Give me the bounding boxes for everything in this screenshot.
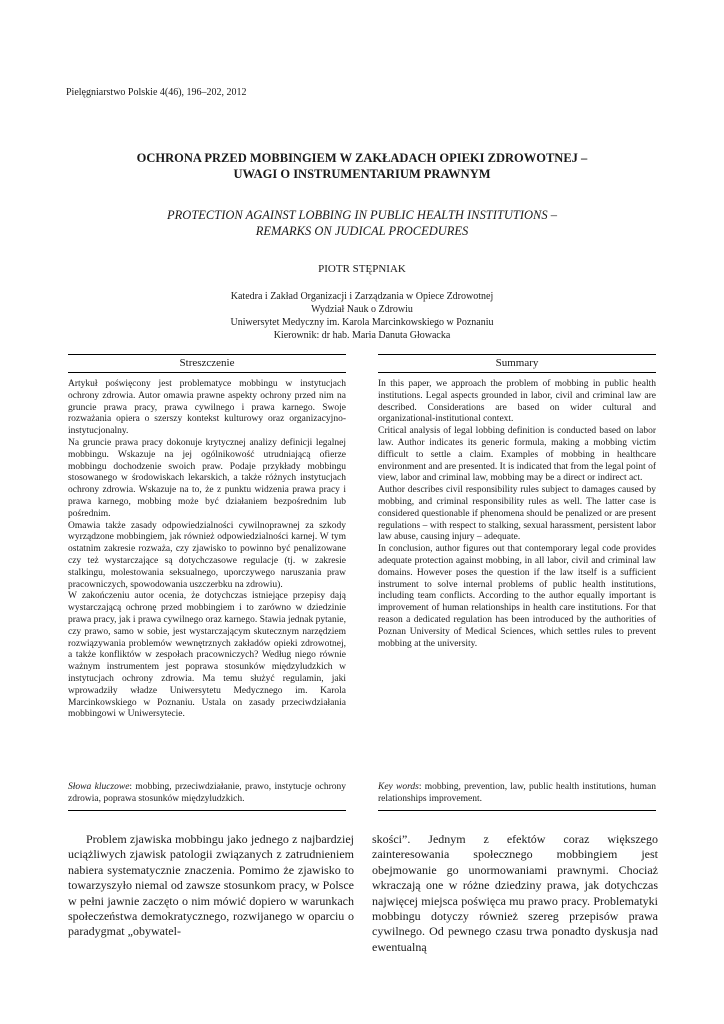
abstract-polish bbox=[68, 379, 346, 721]
title-polish-line-1: OCHRONA PRZED MOBBINGIEM W ZAKŁADACH OPIEKI ZDROWOTNEJ – bbox=[136, 151, 588, 165]
abstract-polish-heading: Streszczenie bbox=[68, 354, 346, 373]
affiliation bbox=[0, 290, 724, 342]
title-english-line-2: REMARKS ON JUDICAL PROCEDURES bbox=[255, 224, 469, 238]
abstract-english bbox=[378, 379, 656, 650]
title-polish-line-2: UWAGI O INSTRUMENTARIUM PRAWNYM bbox=[233, 167, 491, 181]
keywords-polish-label: Słowa kluczowe bbox=[68, 782, 130, 792]
journal-citation: Pielęgniarstwo Polskie 4(46), 196–202, 2012 bbox=[66, 87, 247, 98]
abstract-english-heading: Summary bbox=[378, 354, 656, 373]
abstract-polish-divider bbox=[68, 810, 346, 811]
keywords-polish bbox=[68, 781, 346, 805]
body-column-right bbox=[372, 832, 658, 955]
keywords-english bbox=[378, 781, 656, 805]
body-column-left bbox=[68, 832, 354, 940]
abstract-english-paragraph: Critical analysis of legal lobbing definition is conducted based on labor law. Author indicates its generic formula, making a mobbing victim difficult to settle a claim. Examples of mobbing in healthcare environment and are presented. It is indicated that from the legal point of view, labor and criminal law, mobbing may be a direct or indirect act. bbox=[378, 426, 656, 484]
abstract-polish-paragraph: Omawia także zasady odpowiedzialności cywilnoprawnej za szkody wyrządzone mobbingiem, jak również odpowiedzialności karnej. W tym ostatnim zakresie rozważa, czy zjawisko to powinno być penalizowane czy też wystarczające są dotychczasowe regulacje (tj. w zakresie stalkingu, molestowania seksualnego, uporczywego naruszania praw pracowniczych, spowodowania uszczerbku na zdrowiu). bbox=[68, 520, 346, 590]
abstract-polish-paragraph: W zakończeniu autor ocenia, że dotychczas istniejące przepisy dają wystarczającą ochronę przed mobbingiem i to zarówno w dziedzinie prawa pracy, jak i prawa cywilnego oraz karnego. Stawia jednak pytanie, czy prawo, samo w sobie, jest wystarczającym skutecznym narzędziem rozwiązywania problemów wewnętrznych zakładów opieki zdrowotnej, a także konfliktów w zespołach pracowniczych? Według niego równie ważnym instrumentem jest poprawa stosunków międzyludzkich w instytucjach ochrony zdrowia. Ma temu służyć regulamin, jaki wprowadziły władze Uniwersytetu Medycznego im. Karola Marcinkowskiego w Poznaniu. Ustala on zasady przeciwdziałania mobbingowi w Uniwersytecie. bbox=[68, 591, 346, 720]
abstract-polish-paragraph: Na gruncie prawa pracy dokonuje krytycznej analizy definicji legalnej mobbingu. Wskazuje na jej ogólnikowość utrudniającą ofierze mobbingu dochodzenie swoich praw. Podaje przykłady mobbingu stosowanego w środowiskach lekarskich, a także różnych instytucjach ochrony zdrowia. Wskazuje na to, że z punktu widzenia prawa pracy i prawa karnego, mobbing może być działaniem bezpośrednim lub pośrednim. bbox=[68, 437, 346, 519]
affiliation-line-4: Kierownik: dr hab. Maria Danuta Głowacka bbox=[273, 330, 451, 341]
body-paragraph-left: Problem zjawiska mobbingu jako jednego z najbardziej uciążliwych zjawisk patologii związanych z zatrudnieniem nabiera systematycznie znaczenia. Pomimo że zjawisko to towarzyszyło niemal od zawsze stosunkom pracy, w Polsce w pełni jawnie zaczęto o nim mówić dopiero w warunkach społeczeństwa demokratycznego, rozwijanego w oparciu o paradygmat „obywatel- bbox=[68, 832, 354, 939]
title-english bbox=[0, 207, 724, 239]
affiliation-line-3: Uniwersytet Medyczny im. Karola Marcinkowskiego w Poznaniu bbox=[230, 317, 494, 328]
title-english-line-1: PROTECTION AGAINST LOBBING IN PUBLIC HEALTH INSTITUTIONS – bbox=[167, 208, 557, 222]
keywords-polish-text: : mobbing, przeciwdziałanie, prawo, instytucje ochrony zdrowia, poprawa stosunków międzyludzkich. bbox=[68, 782, 346, 804]
keywords-english-label: Key words bbox=[378, 782, 419, 792]
abstract-english-paragraph: Author describes civil responsibility rules subject to damages caused by mobbing, and criminal responsibility rules as well. The latter case is considered questionable if phenomena should be penalized or are present regulations – with respect to stalking, sexual harassment, persistent labor law abuse, causing injury – adequate. bbox=[378, 485, 656, 543]
abstract-english-paragraph: In conclusion, author figures out that contemporary legal code provides adequate protection against mobbing, in all labor, civil and criminal law domains. However poses the question if the law itself is a sufficient instrument to solve internal problems of public health institutions, including team conflicts. According to the author equally important is improvement of human relationships in health care institutions. For that reason a dedicated regulation has been introduced by the authorities of Poznan University of Medical Sciences, which settles rules to prevent mobbing at the university. bbox=[378, 544, 656, 649]
author-name: PIOTR STĘPNIAK bbox=[318, 263, 406, 275]
title-polish bbox=[0, 150, 724, 182]
body-paragraph-right: skości”. Jednym z efektów coraz większego zainteresowania społecznego mobbingiem jest obejmowanie go unormowaniami prawnymi. Chociaż wkraczają one w różne dziedziny prawa, jak dotychczas najwięcej miejsca poświęca mu prawo pracy. Problematyki mobbingu dotyczy również szereg przepisów prawa cywilnego. Od pewnego czasu trwa ponadto dyskusja nad ewentualną bbox=[372, 832, 658, 954]
abstract-english-paragraph: In this paper, we approach the problem of mobbing in public health institutions. Legal aspects grounded in labor, civil and criminal law are described. Considerations are based on wider cultural and organizational-institutional context. bbox=[378, 379, 656, 425]
abstract-polish-paragraph: Artykuł poświęcony jest problematyce mobbingu w instytucjach ochrony zdrowia. Autor omawia prawne aspekty ochrony przed nim na gruncie prawa pracy, prawa cywilnego i prawa karnego. Swoje rozważania opiera o szerszy kontekst kulturowy oraz organizacyjno-instytucjonalny. bbox=[68, 379, 346, 437]
abstract-english-divider bbox=[378, 810, 656, 811]
keywords-english-text: : mobbing, prevention, law, public health institutions, human relationships improvement. bbox=[378, 782, 656, 804]
affiliation-line-2: Wydział Nauk o Zdrowiu bbox=[311, 304, 413, 315]
affiliation-line-1: Katedra i Zakład Organizacji i Zarządzania w Opiece Zdrowotnej bbox=[230, 291, 494, 302]
